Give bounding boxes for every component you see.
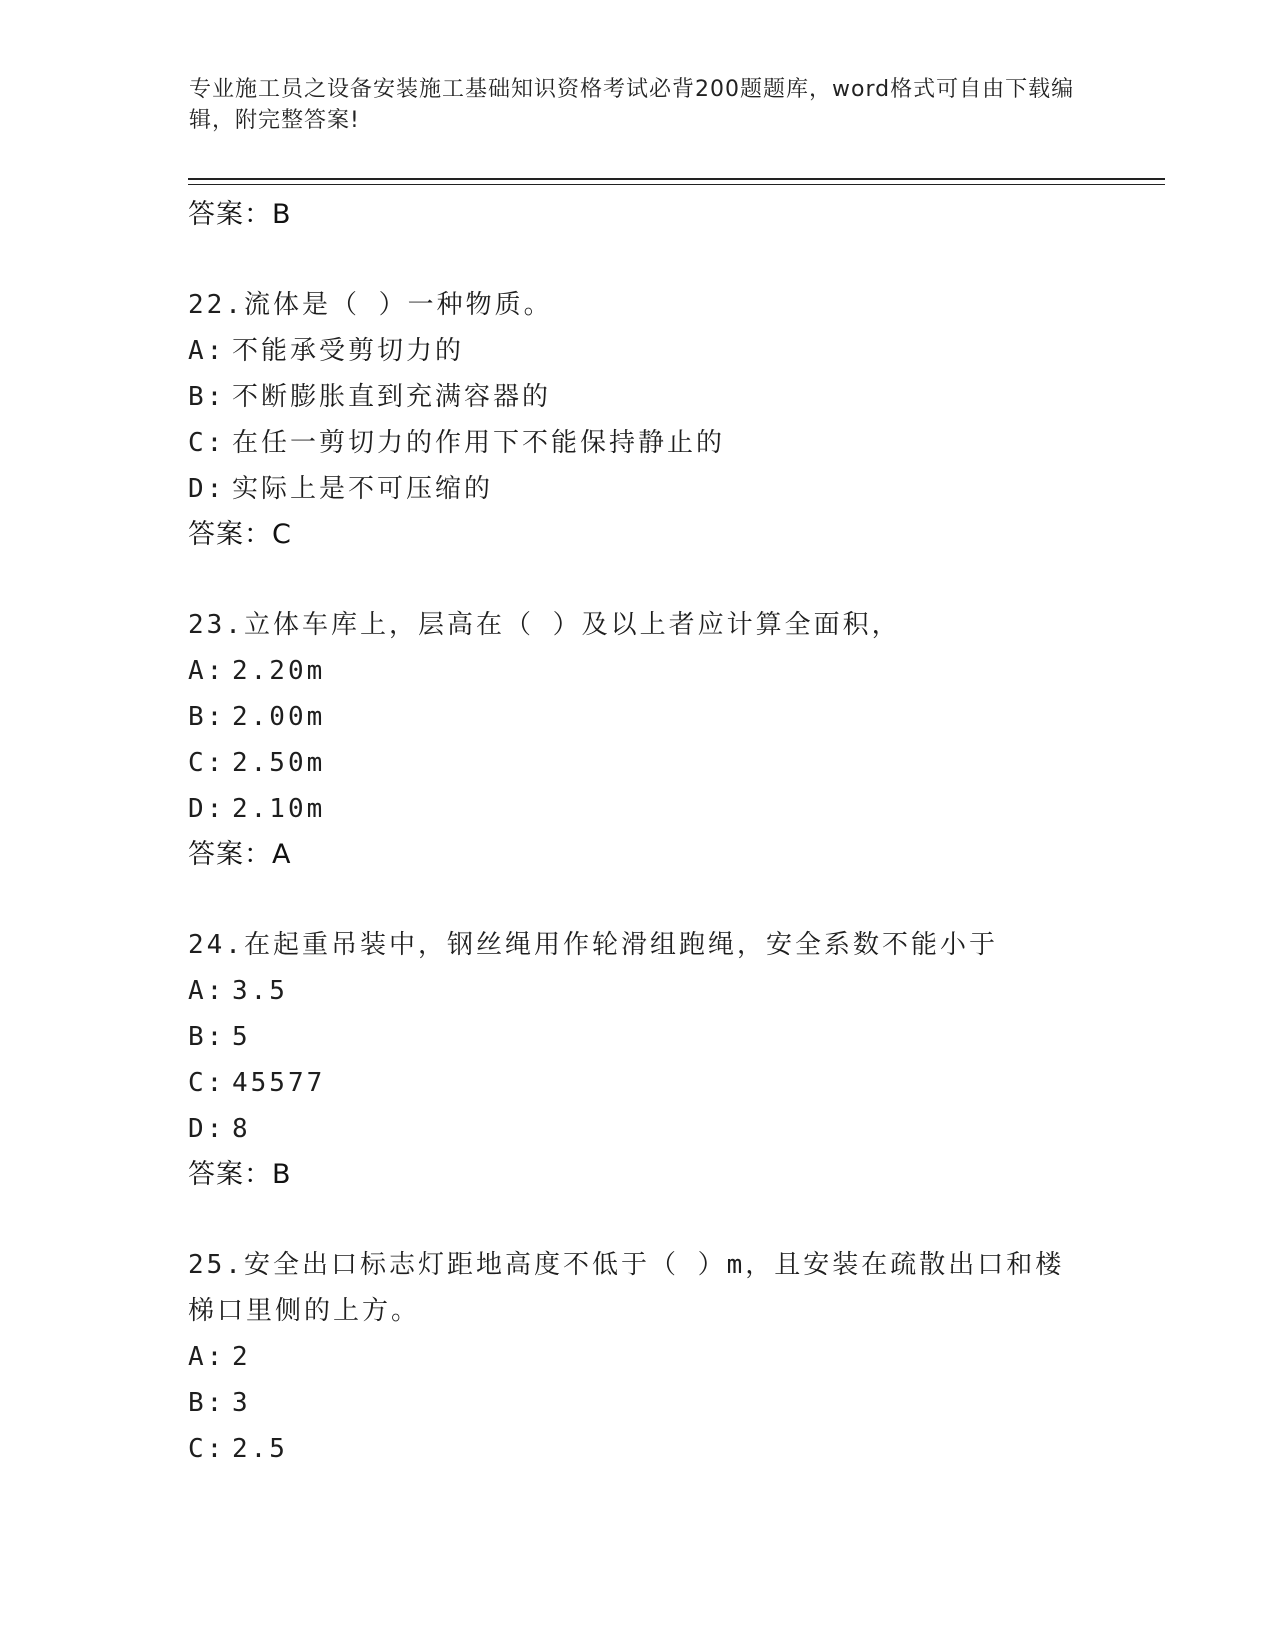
option-c xyxy=(188,1060,1088,1106)
option-text: 不断膨胀直到充满容器的 xyxy=(232,382,552,412)
answer-line: 答案：B xyxy=(188,1159,292,1190)
option-letter: A: xyxy=(188,656,226,686)
option-c xyxy=(188,740,1088,786)
option-letter: B: xyxy=(188,1022,226,1052)
option-text: 2.5 xyxy=(232,1434,288,1464)
option-text: 2.20m xyxy=(232,656,326,686)
option-letter: C: xyxy=(188,1068,226,1098)
question-item xyxy=(188,282,1088,558)
answer-line: 答案：A xyxy=(188,839,292,870)
option-b xyxy=(188,694,1088,740)
document-header: 专业施工员之设备安装施工基础知识资格考试必背200题题库，word格式可自由下载编辑，附完整答案! xyxy=(189,77,1075,133)
option-letter: D: xyxy=(188,794,226,824)
answer-line: 答案：B xyxy=(188,199,292,230)
option-a xyxy=(188,1334,1088,1380)
option-a xyxy=(188,968,1088,1014)
option-a xyxy=(188,328,1088,374)
option-text: 2.50m xyxy=(232,748,326,778)
option-a xyxy=(188,648,1088,694)
option-d xyxy=(188,1106,1088,1152)
option-letter: A: xyxy=(188,1342,226,1372)
question-item xyxy=(188,602,1088,878)
option-text: 2.00m xyxy=(232,702,326,732)
question-item xyxy=(188,1242,1088,1472)
option-text: 2 xyxy=(232,1342,251,1372)
header-divider-thin xyxy=(188,184,1165,185)
question-stem: 22.流体是（ ）一种物质。 xyxy=(188,290,553,320)
option-c xyxy=(188,420,1088,466)
question-stem: 25.安全出口标志灯距地高度不低于（ ）m，且安装在疏散出口和楼梯口里侧的上方。 xyxy=(188,1250,1065,1326)
option-b xyxy=(188,1380,1088,1426)
question-stem: 24.在起重吊装中，钢丝绳用作轮滑组跑绳，安全系数不能小于 xyxy=(188,930,998,960)
option-letter: A: xyxy=(188,976,226,1006)
question-stem: 23.立体车库上，层高在（ ）及以上者应计算全面积， xyxy=(188,610,901,640)
option-letter: A: xyxy=(188,336,226,366)
question-item xyxy=(188,922,1088,1198)
option-c xyxy=(188,1426,1088,1472)
option-text: 2.10m xyxy=(232,794,326,824)
option-letter: D: xyxy=(188,1114,226,1144)
option-text: 实际上是不可压缩的 xyxy=(232,474,494,504)
option-b xyxy=(188,1014,1088,1060)
option-letter: B: xyxy=(188,702,226,732)
option-text: 45577 xyxy=(232,1068,326,1098)
option-letter: C: xyxy=(188,748,226,778)
option-text: 5 xyxy=(232,1022,251,1052)
option-letter: B: xyxy=(188,1388,226,1418)
option-letter: C: xyxy=(188,428,226,458)
header-divider-thick xyxy=(188,178,1165,180)
option-letter: D: xyxy=(188,474,226,504)
option-text: 不能承受剪切力的 xyxy=(232,336,465,366)
option-text: 3 xyxy=(232,1388,251,1418)
option-d xyxy=(188,786,1088,832)
option-d xyxy=(188,466,1088,512)
option-b xyxy=(188,374,1088,420)
option-text: 在任一剪切力的作用下不能保持静止的 xyxy=(232,428,726,458)
answer-line: 答案：C xyxy=(188,519,292,550)
option-letter: B: xyxy=(188,382,226,412)
option-letter: C: xyxy=(188,1434,226,1464)
option-text: 8 xyxy=(232,1114,251,1144)
question-list xyxy=(188,192,1088,1472)
option-text: 3.5 xyxy=(232,976,288,1006)
